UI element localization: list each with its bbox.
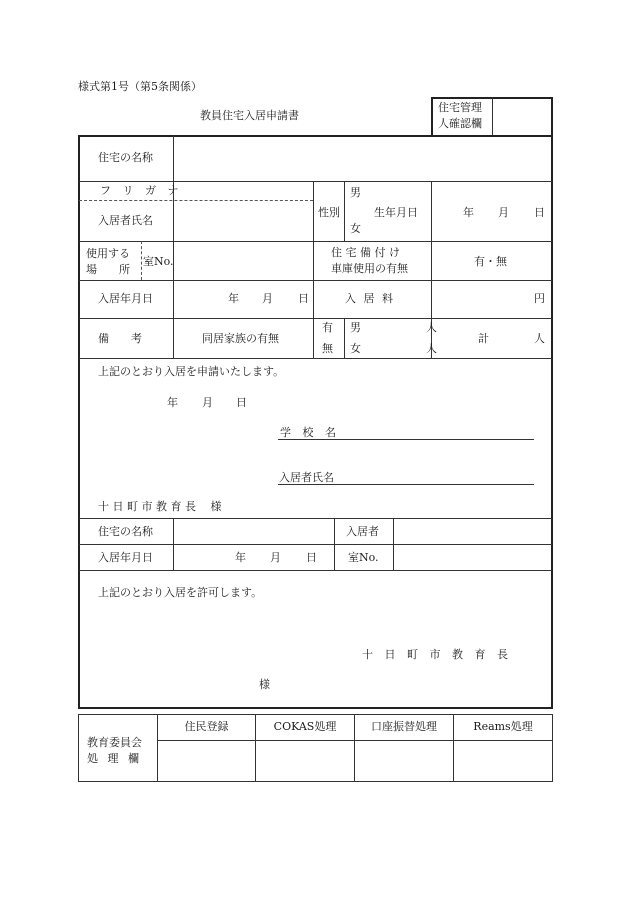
family-male-persons: 人 bbox=[426, 321, 437, 334]
house-name-field[interactable] bbox=[176, 138, 548, 178]
move-in-day: 日 bbox=[298, 292, 309, 305]
room-no-label: 室No. bbox=[143, 255, 174, 268]
birth-year: 年 bbox=[463, 206, 474, 219]
garage-yes-no[interactable]: 有・無 bbox=[474, 255, 507, 268]
s2-year: 年 bbox=[235, 551, 246, 564]
application-text: 上記のとおり入居を申請いたします。 bbox=[98, 365, 285, 378]
remarks-label: 備 考 bbox=[98, 332, 142, 345]
family-total-persons: 人 bbox=[534, 332, 545, 345]
furigana-field[interactable] bbox=[176, 183, 311, 199]
use-place-label-2: 場 所 bbox=[86, 263, 130, 276]
school-name-field[interactable] bbox=[340, 423, 532, 438]
board-label-2: 処 理 欄 bbox=[87, 752, 142, 765]
board-cell-resident-registration[interactable] bbox=[159, 742, 254, 780]
s2-room-no-label: 室No. bbox=[348, 551, 379, 564]
sex-female[interactable]: 女 bbox=[350, 222, 361, 235]
use-place-label-1: 使用する bbox=[86, 247, 130, 260]
resident-name-label: 入居者氏名 bbox=[98, 214, 153, 227]
board-col-reams: Reams処理 bbox=[473, 720, 533, 733]
confirm-label-1: 住宅管理 bbox=[438, 101, 482, 114]
s2-day: 日 bbox=[306, 551, 317, 564]
move-in-date-label: 入居年月日 bbox=[98, 292, 153, 305]
move-in-month: 月 bbox=[262, 292, 273, 305]
family-has[interactable]: 有 bbox=[322, 321, 333, 334]
rent-field[interactable] bbox=[434, 283, 529, 315]
sex-label: 性別 bbox=[318, 206, 340, 219]
resident-name-field[interactable] bbox=[176, 203, 311, 239]
confirm-stamp-field[interactable] bbox=[495, 100, 549, 133]
board-col-cokas: COKAS処理 bbox=[273, 720, 337, 733]
garage-label-2: 車庫使用の有無 bbox=[331, 262, 408, 275]
board-col-resident-registration: 住民登録 bbox=[184, 720, 229, 733]
family-none[interactable]: 無 bbox=[322, 342, 333, 355]
confirm-label-2: 人確認欄 bbox=[438, 117, 482, 130]
sex-male[interactable]: 男 bbox=[350, 186, 361, 199]
family-label: 同居家族の有無 bbox=[202, 332, 279, 345]
rent-yen: 円 bbox=[534, 292, 545, 305]
board-cell-account-transfer[interactable] bbox=[356, 742, 452, 780]
permission-sama: 様 bbox=[259, 678, 270, 691]
school-name-label: 学 校 名 bbox=[280, 426, 340, 439]
s2-month: 月 bbox=[270, 551, 281, 564]
resident-name2-label: 入居者氏名 bbox=[279, 471, 334, 484]
family-male: 男 bbox=[350, 321, 361, 334]
s2-room-no-field[interactable] bbox=[396, 546, 549, 568]
form-title: 教員住宅入居申請書 bbox=[200, 109, 299, 122]
issuer: 十 日 町 市 教 育 長 bbox=[362, 648, 512, 661]
addressee: 十 日 町 市 教 育 長 様 bbox=[98, 500, 222, 513]
room-no-field[interactable] bbox=[176, 244, 311, 277]
form-id: 様式第1号（第5条関係） bbox=[78, 80, 202, 93]
board-cell-cokas[interactable] bbox=[257, 742, 353, 780]
s2-house-name-label: 住宅の名称 bbox=[98, 525, 153, 538]
resident-name2-field[interactable] bbox=[340, 468, 532, 483]
garage-label-1: 住 宅 備 付 け bbox=[331, 246, 400, 259]
family-total-label: 計 bbox=[478, 332, 489, 345]
s2-move-in-date-label: 入居年月日 bbox=[98, 551, 153, 564]
house-name-label: 住宅の名称 bbox=[98, 151, 153, 164]
family-female: 女 bbox=[350, 342, 361, 355]
birthdate-label: 生年月日 bbox=[374, 206, 418, 219]
s2-house-name-field[interactable] bbox=[176, 520, 332, 542]
s2-resident-label: 入居者 bbox=[346, 525, 379, 538]
board-label-1: 教育委員会 bbox=[87, 736, 142, 749]
birth-day: 日 bbox=[534, 206, 545, 219]
application-month: 月 bbox=[202, 396, 213, 409]
move-in-year: 年 bbox=[228, 292, 239, 305]
application-day: 日 bbox=[236, 396, 247, 409]
board-col-account-transfer: 口座振替処理 bbox=[371, 720, 437, 733]
application-year: 年 bbox=[167, 396, 178, 409]
s2-resident-field[interactable] bbox=[396, 520, 549, 542]
board-cell-reams[interactable] bbox=[455, 742, 551, 780]
birth-month: 月 bbox=[498, 206, 509, 219]
family-female-persons: 人 bbox=[426, 342, 437, 355]
furigana-label: フ リ ガ ナ bbox=[100, 184, 183, 197]
permission-text: 上記のとおり入居を許可します。 bbox=[98, 586, 263, 599]
rent-label: 入 居 料 bbox=[345, 292, 395, 305]
